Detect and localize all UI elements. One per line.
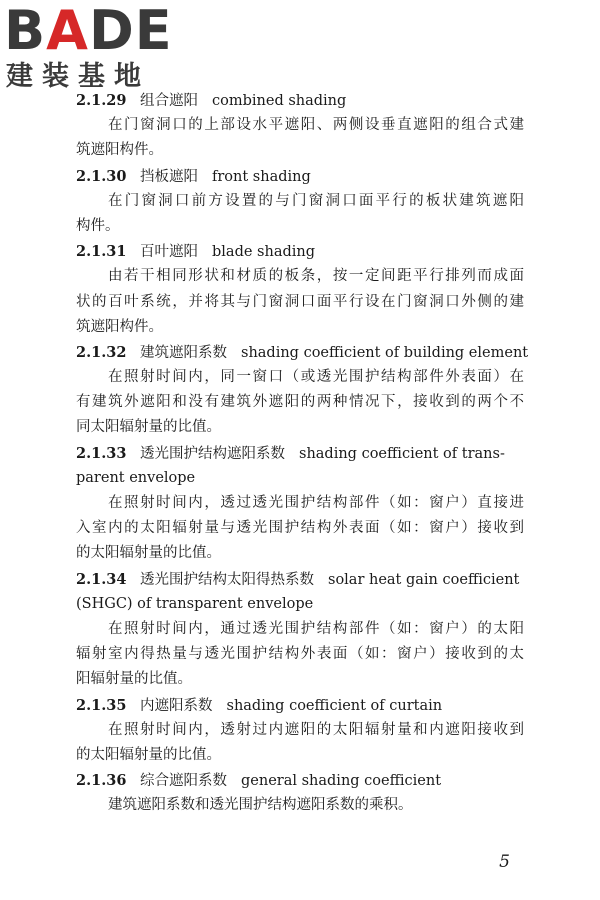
logo-wordmark: BADE	[4, 0, 173, 62]
entry-english: front shading	[212, 168, 311, 185]
entry-term: 组合遮阳	[140, 93, 198, 109]
entry-number: 2.1.36	[76, 772, 127, 790]
definition-line: 构件。	[76, 217, 120, 234]
entry-term: 透光围护结构遮阳系数	[140, 445, 285, 462]
definition-line: 在照射时间内，同一窗口（或透光围护结构部件外表面）在	[108, 369, 524, 386]
entry-english: shading coefficient of curtain	[226, 697, 443, 714]
logo-subtitle: 建装基地	[6, 61, 150, 92]
entry-number: 2.1.31	[76, 243, 127, 261]
entry-number: 2.1.33	[76, 444, 127, 462]
entry-term: 透光围护结构太阳得热系数	[140, 571, 314, 588]
definition-line: 的太阳辐射量的比值。	[76, 545, 221, 562]
entry-solar-heat-gain-coefficient	[76, 567, 524, 693]
entry-transparent-envelope-shading-coefficient	[76, 441, 524, 567]
definition-line: 筑遮阳构件。	[76, 318, 163, 335]
entry-term: 建筑遮阳系数	[140, 344, 227, 361]
definition-line: 在照射时间内，通过透光围护结构部件（如：窗户）的太阳	[108, 620, 524, 637]
entry-english: solar heat gain coefficient	[328, 571, 520, 588]
entry-blade-shading	[76, 239, 524, 340]
entry-english-continued: parent envelope	[76, 469, 196, 486]
page-number: 5	[499, 852, 510, 872]
entry-term: 挡板遮阳	[140, 168, 198, 185]
definition-line: 建筑遮阳系数和透光围护结构遮阳系数的乘积。	[108, 797, 413, 814]
definition-line: 在照射时间内，透过透光围护结构部件（如：窗户）直接进	[108, 495, 524, 511]
entry-english: shading coefficient of building element	[241, 344, 529, 361]
entry-front-shading	[76, 164, 524, 240]
entry-number: 2.1.34	[76, 570, 127, 588]
entry-term: 百叶遮阳	[140, 244, 198, 261]
entry-english: shading coefficient of trans-	[299, 445, 505, 462]
entry-number: 2.1.32	[76, 343, 127, 361]
entry-building-shading-coefficient	[76, 340, 529, 441]
entry-general-shading-coefficient	[76, 768, 524, 818]
definition-line: 入室内的太阳辐射量与透光围护结构外表面（如：窗户）接收到	[76, 520, 524, 537]
entry-number: 2.1.29	[76, 92, 127, 109]
entry-number: 2.1.35	[76, 696, 127, 714]
definition-line: 的太阳辐射量的比值。	[76, 746, 221, 763]
definition-line: 有建筑外遮阳和没有建筑外遮阳的两种情况下，接收到的两个不	[76, 394, 524, 411]
entry-curtain-shading-coefficient	[76, 693, 524, 769]
entry-term: 综合遮阳系数	[140, 773, 227, 790]
definition-line: 辐射室内得热量与透光围护结构外表面（如：窗户）接收到的太	[76, 646, 524, 663]
definition-line: 状的百叶系统，并将其与门窗洞口面平行设在门窗洞口外侧的建	[76, 293, 524, 310]
definition-line: 在门窗洞口前方设置的与门窗洞口面平行的板状建筑遮阳	[108, 192, 524, 209]
entry-english-continued: (SHGC) of transparent envelope	[76, 595, 314, 612]
entry-english: general shading coefficient	[241, 773, 442, 790]
definition-line: 阳辐射量的比值。	[76, 671, 192, 688]
definition-line: 由若干相同形状和材质的板条，按一定间距平行排列而成面	[108, 268, 524, 285]
entry-term: 内遮阳系数	[140, 697, 213, 714]
entry-combined-shading	[76, 88, 524, 164]
definition-line: 筑遮阳构件。	[76, 142, 163, 159]
document-body	[76, 88, 529, 818]
definition-line: 同太阳辐射量的比值。	[76, 419, 221, 436]
entry-english: combined shading	[212, 93, 347, 109]
definition-line: 在门窗洞口的上部设水平遮阳、两侧设垂直遮阳的组合式建	[108, 117, 524, 134]
bade-logo	[4, 0, 179, 94]
definition-line: 在照射时间内，透射过内遮阳的太阳辐射量和内遮阳接收到	[108, 721, 524, 738]
entry-number: 2.1.30	[76, 167, 127, 185]
entry-english: blade shading	[212, 244, 316, 261]
